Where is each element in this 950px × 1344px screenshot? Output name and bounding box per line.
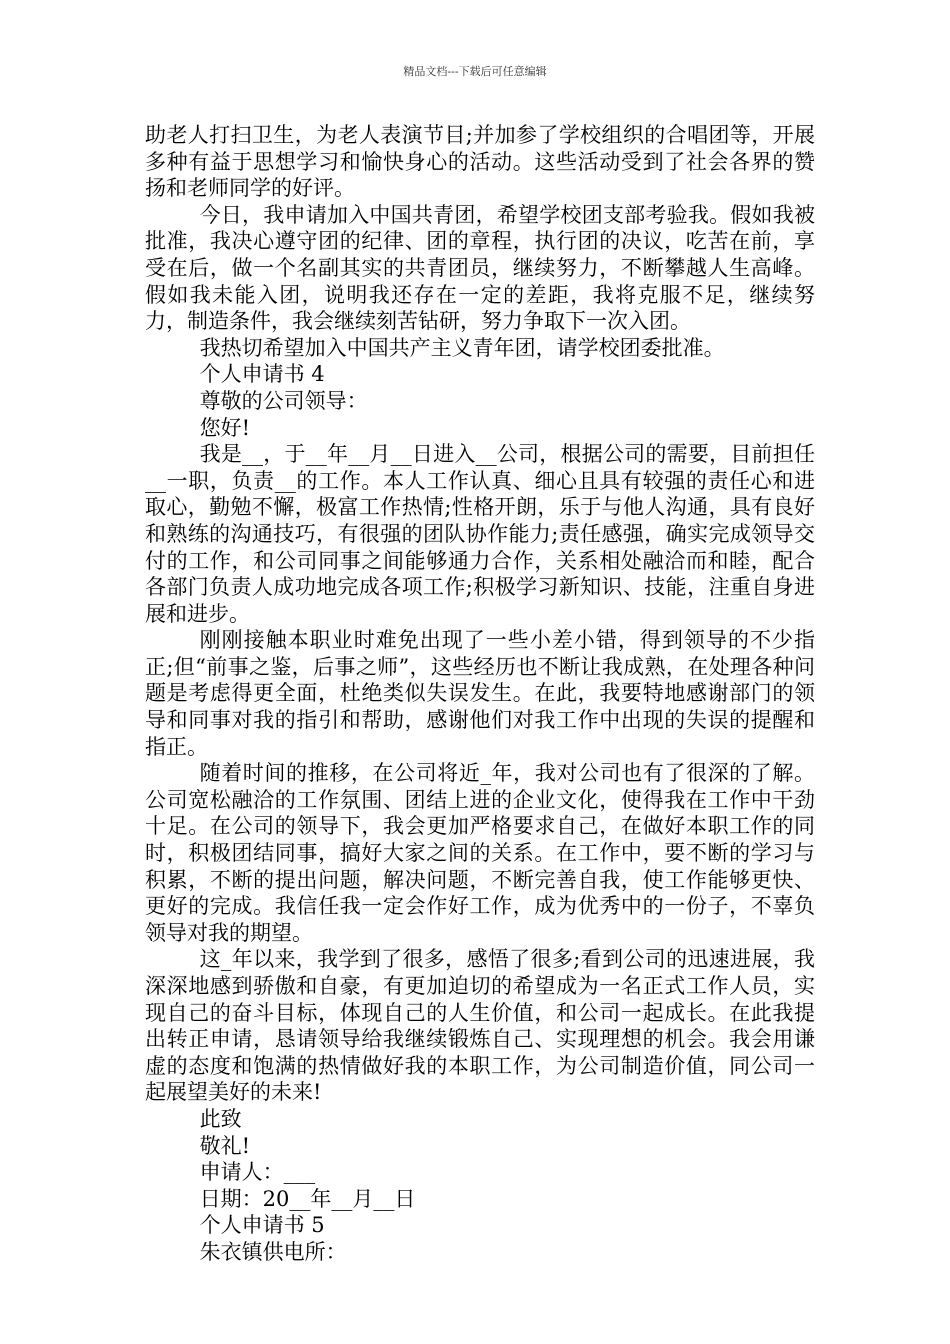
paragraph-7: 这_年以来，我学到了很多，感悟了很多;看到公司的迅速进展，我深深地感到骄傲和自豪，有更加迫切的希望成为一名正式工作人员，实现自己的奋斗目标，体现自己的人生价值，和公司一起成长。在此我提出转正申请，恳请领导给我继续锻炼自己、实现理想的机会。我会用谦虚的态度和饱满的热情做好我的本职工作，为公司制造价值，同公司一起展望美好的未来!: [145, 947, 815, 1105]
paragraph-4: 我是__，于__年__月__日进入__公司，根据公司的需要，目前担任__一职，负责__的工作。本人工作认真、细心且具有较强的责任心和进取心，勤勉不懈，极富工作热情;性格开朗，乐于与他人沟通，具有良好和熟练的沟通技巧，有很强的团队协作能力;责任感强，确实完成领导交付的工作，和公司同事之间能够通力合作，关系相处融洽而和睦，配合各部门负责人成功地完成各项工作;积极学习新知识、技能，注重自身进展和进步。: [145, 442, 815, 626]
greeting: 您好!: [199, 415, 251, 440]
applicant-line: 申请人：___: [199, 1160, 316, 1185]
section-title-5: 个人申请书 5: [199, 1213, 325, 1238]
document-body: [145, 122, 815, 1266]
closing-line-2: 敬礼!: [199, 1133, 251, 1158]
paragraph-6: 随着时间的推移，在公司将近_年，我对公司也有了很深的了解。公司宽松融洽的工作氛围、团结上进的企业文化，使得我在工作中干劲十足。在公司的领导下，我会更加严格要求自己，在做好本职工作的同时，积极团结同事，搞好大家之间的关系。在工作中，要不断的学习与积累，不断的提出问题，解决问题，不断完善自我，使工作能够更快、更好的完成。我信任我一定会作好工作，成为优秀中的一份子，不辜负领导对我的期望。: [145, 761, 815, 945]
recipient-line: 朱衣镇供电所：: [199, 1239, 347, 1264]
page-header: 精品文档---下载后可任意编辑: [403, 65, 547, 78]
salutation: 尊敬的公司领导：: [199, 388, 368, 413]
paragraph-5: 刚刚接触本职业时难免出现了一些小差小错，得到领导的不少指正;但“前事之鉴，后事之师”，这些经历也不断让我成熟，在处理各种问题是考虑得更全面，杜绝类似失误发生。在此，我要特地感谢部门的领导和同事对我的指引和帮助，感谢他们对我工作中出现的失误的提醒和指正。: [145, 628, 815, 759]
paragraph-1: 助老人打扫卫生，为老人表演节目;并加参了学校组织的合唱团等，开展多种有益于思想学习和愉快身心的活动。这些活动受到了社会各界的赞扬和老师同学的好评。: [145, 123, 815, 201]
paragraph-3: 我热切希望加入中国共产主义青年团，请学校团委批准。: [199, 335, 725, 360]
section-title-4: 个人申请书 4: [199, 362, 325, 387]
date-line: 日期：20__年__月__日: [199, 1186, 416, 1211]
closing-line-1: 此致: [199, 1106, 242, 1131]
paragraph-2: 今日，我申请加入中国共青团，希望学校团支部考验我。假如我被批准，我决心遵守团的纪律、团的章程，执行团的决议，吃苦在前，享受在后，做一个名副其实的共青团员，继续努力，不断攀越人生高峰。假如我未能入团，说明我还存在一定的差距，我将克服不足，继续努力，制造条件，我会继续刻苦钻研，努力争取下一次入团。: [145, 202, 815, 334]
